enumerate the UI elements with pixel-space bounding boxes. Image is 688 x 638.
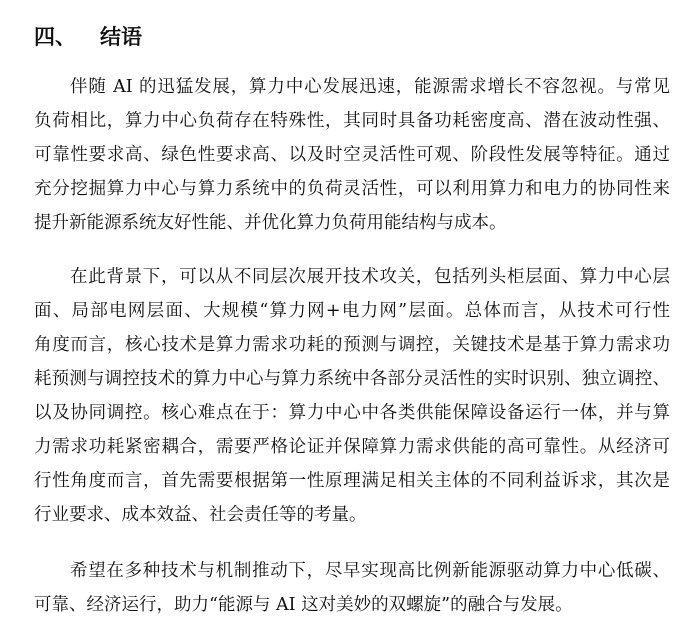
paragraph-line: 可靠性要求高、绿色性要求高、以及时空灵活性可观、阶段性发展等特征。通过: [34, 145, 670, 165]
paragraph-line: 耗预测与调控技术的算力中心与算力系统中各部分灵活性的实时识别、独立调控、: [34, 369, 670, 389]
paragraph-line: 行性角度而言，首先需要根据第一性原理满足相关主体的不同利益诉求，其次是: [34, 471, 670, 491]
paragraph-line: 负荷相比，算力中心负荷存在特殊性，其同时具备功耗密度高、潜在波动性强、: [34, 111, 670, 131]
paragraph-line: 力需求功耗紧密耦合，需要严格论证并保障算力需求供能的高可靠性。从经济可: [34, 437, 670, 457]
paragraph-line: 提升新能源系统友好性能、并优化算力负荷用能结构与成本。: [34, 213, 507, 233]
paragraph-line: 伴随 AI 的迅猛发展，算力中心发展迅速，能源需求增长不容忽视。与常见: [70, 77, 670, 97]
section-number: 四、: [34, 25, 76, 49]
section-heading: [34, 18, 142, 54]
paragraph-line: 希望在多种技术与机制推动下，尽早实现高比例新能源驱动算力中心低碳、: [70, 561, 670, 581]
paragraph-line: 行业要求、成本效益、社会责任等的考量。: [34, 505, 367, 525]
paragraph-line: 可靠、经济运行，助力“能源与 AI 这对美妙的双螺旋”的融合与发展。: [34, 595, 573, 615]
paragraph-line: 充分挖掘算力中心与算力系统中的负荷灵活性，可以利用算力和电力的协同性来: [34, 179, 670, 199]
paragraph-line: 以及协同调控。核心难点在于：算力中心中各类供能保障设备运行一体，并与算: [34, 403, 670, 423]
section-title: 结语: [100, 25, 142, 49]
paragraph-line: 在此背景下，可以从不同层次展开技术攻关，包括列头柜层面、算力中心层: [70, 267, 670, 287]
paragraph-line: 面、局部电网层面、大规模“算力网+电力网”层面。总体而言，从技术可行性: [34, 301, 670, 321]
paragraph-line: 角度而言，核心技术是算力需求功耗的预测与调控，关键技术是基于算力需求功: [34, 335, 670, 355]
